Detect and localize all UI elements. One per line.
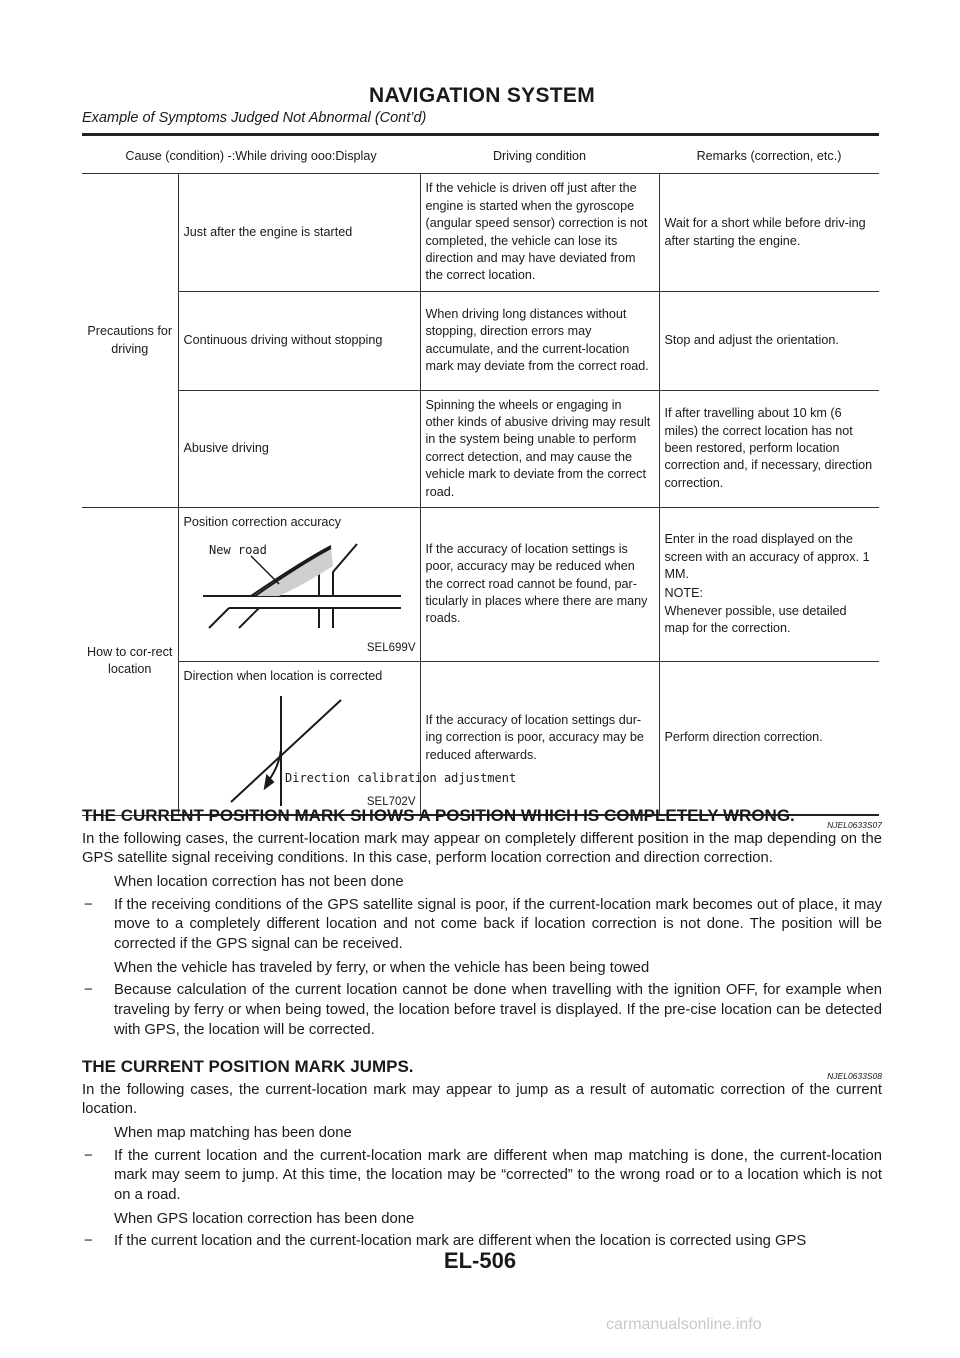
- figure-cell: [178, 507, 420, 661]
- condition-cell: If the vehicle is driven off just after the engine is started when the gyroscope (angular speed sensor) correction is not completed, the vehicle can lose its direction and may have deviated from the correct location.: [420, 174, 659, 291]
- remarks-text: Enter in the road displayed on the screen with an accuracy of approx. 1 MM.: [664, 532, 870, 581]
- section-title: THE CURRENT POSITION MARK SHOWS A POSITION WHICH IS COMPLETELY WRONG.: [82, 806, 795, 825]
- section-intro: In the following cases, the current-location mark may appear to jump as a result of automatic correction of the current location.: [82, 1081, 882, 1118]
- section-heading: [82, 805, 882, 831]
- figure-label: New road: [208, 542, 267, 557]
- dash-bullet: −: [84, 982, 93, 999]
- table-header-row: [82, 140, 879, 174]
- section-title: THE CURRENT POSITION MARK JUMPS.: [82, 1057, 414, 1076]
- table-row: [82, 507, 879, 661]
- case-heading: When location correction has not been done: [114, 873, 404, 890]
- remarks-cell: If after travelling about 10 km (6 miles) the correct location has not been restored, perform location correction and, if necessary, direction correction.: [659, 390, 879, 507]
- new-road-figure: [201, 542, 411, 642]
- dash-bullet: −: [84, 1147, 93, 1164]
- section-wrong-position: [82, 805, 882, 1040]
- figure-cell: [178, 661, 516, 815]
- figure-code: SEL699V: [366, 642, 416, 655]
- cause-cell-label: Direction when location is corrected: [183, 668, 383, 683]
- dash-bullet: −: [84, 1233, 93, 1250]
- symptom-table: [82, 140, 879, 816]
- cause-cell-label: Position correction accuracy: [183, 514, 341, 529]
- section-code: NJEL0633S08: [827, 1071, 882, 1082]
- bullet-text: If the receiving conditions of the GPS satellite signal is poor, if the current-location mark becomes out of place, it may move to a completely different location and not come back if location correction is not done. The position will be corrected if the GPS signal can be received.: [114, 896, 882, 952]
- section-position-jumps: [82, 1056, 882, 1252]
- bullet-text: Because calculation of the current location cannot be done when travelling with the ignition OFF, for example when traveling by ferry or when being towed, the location before travel is displayed. If the pre-cise location can be detected with GPS, the location will be corrected.: [114, 982, 882, 1038]
- page-subtitle: Example of Symptoms Judged Not Abnormal (Cont’d): [82, 110, 427, 126]
- table-header-remarks: Remarks (correction, etc.): [659, 140, 879, 174]
- section-heading: [82, 1056, 882, 1082]
- remarks-cell: Wait for a short while before driv-ing after starting the engine.: [659, 174, 879, 291]
- case-heading: When map matching has been done: [114, 1124, 352, 1141]
- table-header-cause: Cause (condition) -:While driving ooo:Display: [82, 140, 420, 174]
- table-row: [82, 390, 879, 507]
- table-header-condition: Driving condition: [420, 140, 659, 174]
- condition-cell: Spinning the wheels or engaging in other kinds of abusive driving may result in the system being unable to perform correct detection, and may cause the vehicle mark to deviate from the correct road.: [420, 390, 659, 507]
- condition-cell: If the accuracy of location settings dur-ing correction is poor, accuracy may be reduced afterwards.: [420, 661, 659, 815]
- category-cell: How to cor-rect location: [82, 507, 178, 815]
- note-label: NOTE:: [664, 586, 703, 601]
- bullet-item: [82, 981, 882, 1040]
- bullet-item: [82, 1147, 882, 1206]
- page-number: EL-506: [443, 1248, 517, 1273]
- case-heading: When the vehicle has traveled by ferry, or when the vehicle has been being towed: [114, 959, 650, 976]
- cause-cell: Abusive driving: [178, 390, 420, 507]
- cause-cell: Continuous driving without stopping: [178, 291, 420, 390]
- table-row: [82, 661, 879, 815]
- figure-label: Direction calibration adjustment: [284, 770, 516, 785]
- condition-cell: When driving long distances without stopping, direction errors may accumulate, and the current-location mark may deviate from the correct road.: [420, 291, 659, 390]
- remarks-cell: [659, 507, 879, 661]
- case-heading: When GPS location correction has been done: [114, 1210, 415, 1227]
- figure-code: SEL702V: [366, 795, 416, 808]
- category-cell: Precautions for driving: [82, 174, 178, 508]
- page-header: [82, 84, 882, 126]
- table-row: [82, 291, 879, 390]
- table-row: [82, 174, 879, 291]
- bullet-item: [82, 896, 882, 955]
- section-code: NJEL0633S07: [827, 820, 882, 831]
- condition-cell: If the accuracy of location settings is poor, accuracy may be reduced when the correct road cannot be found, par-ticularly in places where there are many roads.: [420, 507, 659, 661]
- header-rule: [82, 133, 879, 136]
- direction-figure: [199, 692, 516, 810]
- cause-cell: Just after the engine is started: [178, 174, 420, 291]
- page-title: NAVIGATION SYSTEM: [369, 84, 595, 107]
- note-text: Whenever possible, use detailed map for the correction.: [664, 603, 847, 636]
- footer-watermark: carmanualsonline.info: [606, 1316, 762, 1333]
- section-intro: In the following cases, the current-location mark may appear on completely different position in the map depending on the GPS satellite signal receiving conditions. In this case, perform location correction and direction correction.: [82, 830, 882, 867]
- remarks-cell: Stop and adjust the orientation.: [659, 291, 879, 390]
- remarks-cell: Perform direction correction.: [659, 661, 879, 815]
- bullet-text: If the current location and the current-location mark are different when the location is corrected using GPS: [114, 1233, 807, 1250]
- bullet-text: If the current location and the current-location mark are different when map matching is done, the current-location mark may seem to jump. At this time, the location may be “corrected” to the wrong road or to a location which is not on a road.: [114, 1147, 882, 1203]
- dash-bullet: −: [84, 896, 93, 913]
